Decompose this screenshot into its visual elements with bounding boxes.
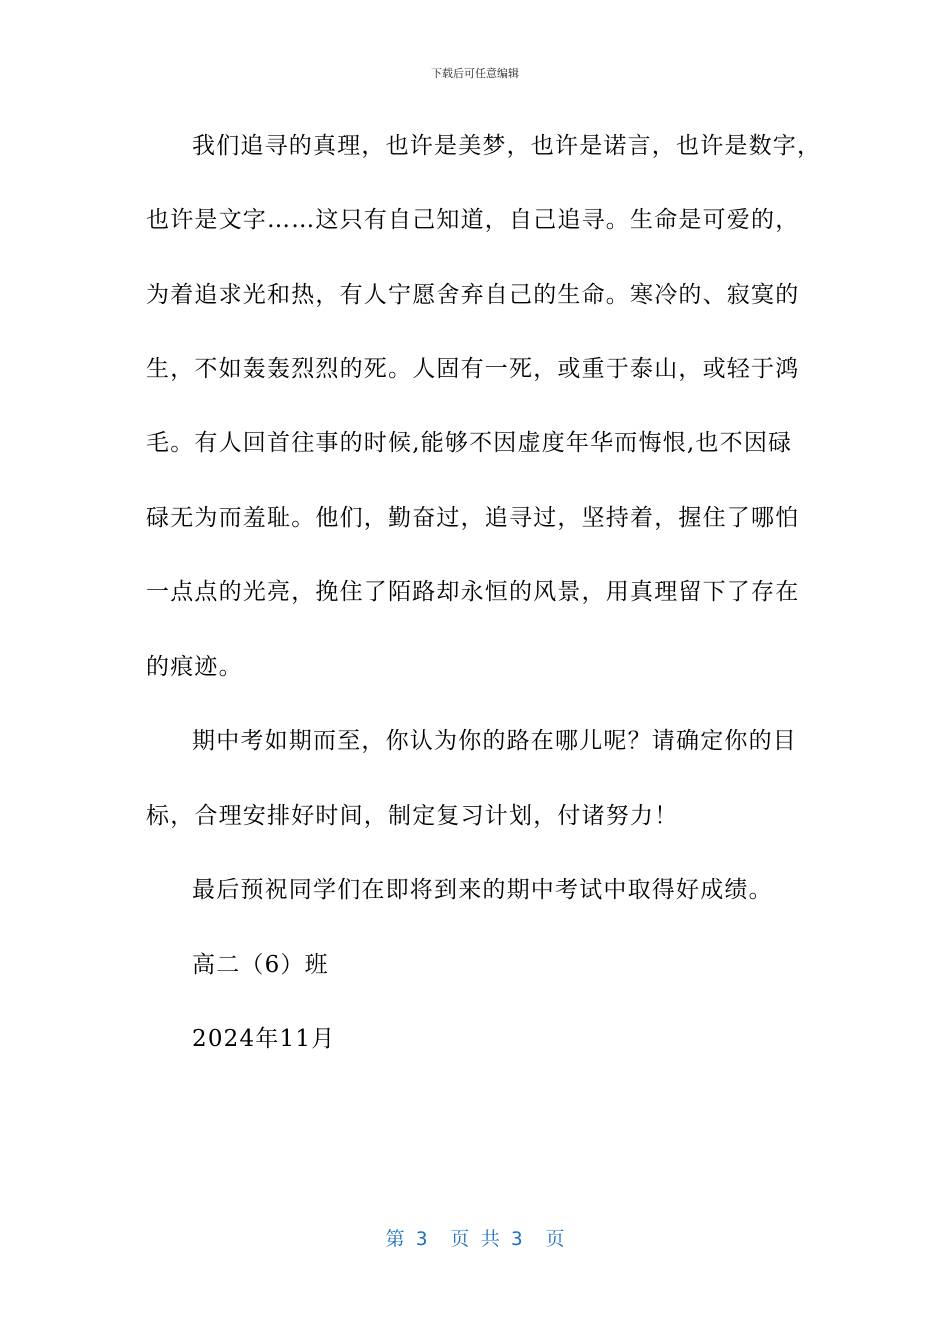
paragraph-line: 一点点的光亮，挽住了陌路却永恒的风景，用真理留下了存在	[146, 579, 800, 605]
signature-class: 高二（6）班	[192, 952, 329, 978]
paragraph-line: 我们追寻的真理，也许是美梦，也许是诺言，也许是数字，	[192, 133, 822, 159]
paragraph-line: 也许是文字……这只有自己知道，自己追寻。生命是可爱的，	[146, 207, 800, 233]
paragraph-line: 的痕迹。	[146, 654, 243, 680]
paragraph-line: 毛。有人回首往事的时候,能够不因虚度年华而悔恨,也不因碌	[146, 430, 793, 456]
paragraph-line: 期中考如期而至，你认为你的路在哪儿呢？请确定你的目	[192, 728, 797, 754]
page-number: 第 3 页 共 3 页	[385, 1228, 565, 1250]
closing-wish: 最后预祝同学们在即将到来的期中考试中取得好成绩。	[192, 877, 773, 903]
paragraph-line: 碌无为而羞耻。他们，勤奋过，追寻过，坚持着，握住了哪怕	[146, 505, 800, 531]
signature-date: 2024年11月	[192, 1026, 336, 1052]
paragraph-line: 生，不如轰轰烈烈的死。人固有一死，或重于泰山，或轻于鸿	[146, 356, 800, 382]
header-note: 下载后可任意编辑	[431, 67, 519, 80]
paragraph-line: 为着追求光和热，有人宁愿舍弃自己的生命。寒冷的、寂寞的	[146, 282, 800, 308]
paragraph-line: 标，合理安排好时间，制定复习计划，付诸努力！	[146, 803, 679, 829]
